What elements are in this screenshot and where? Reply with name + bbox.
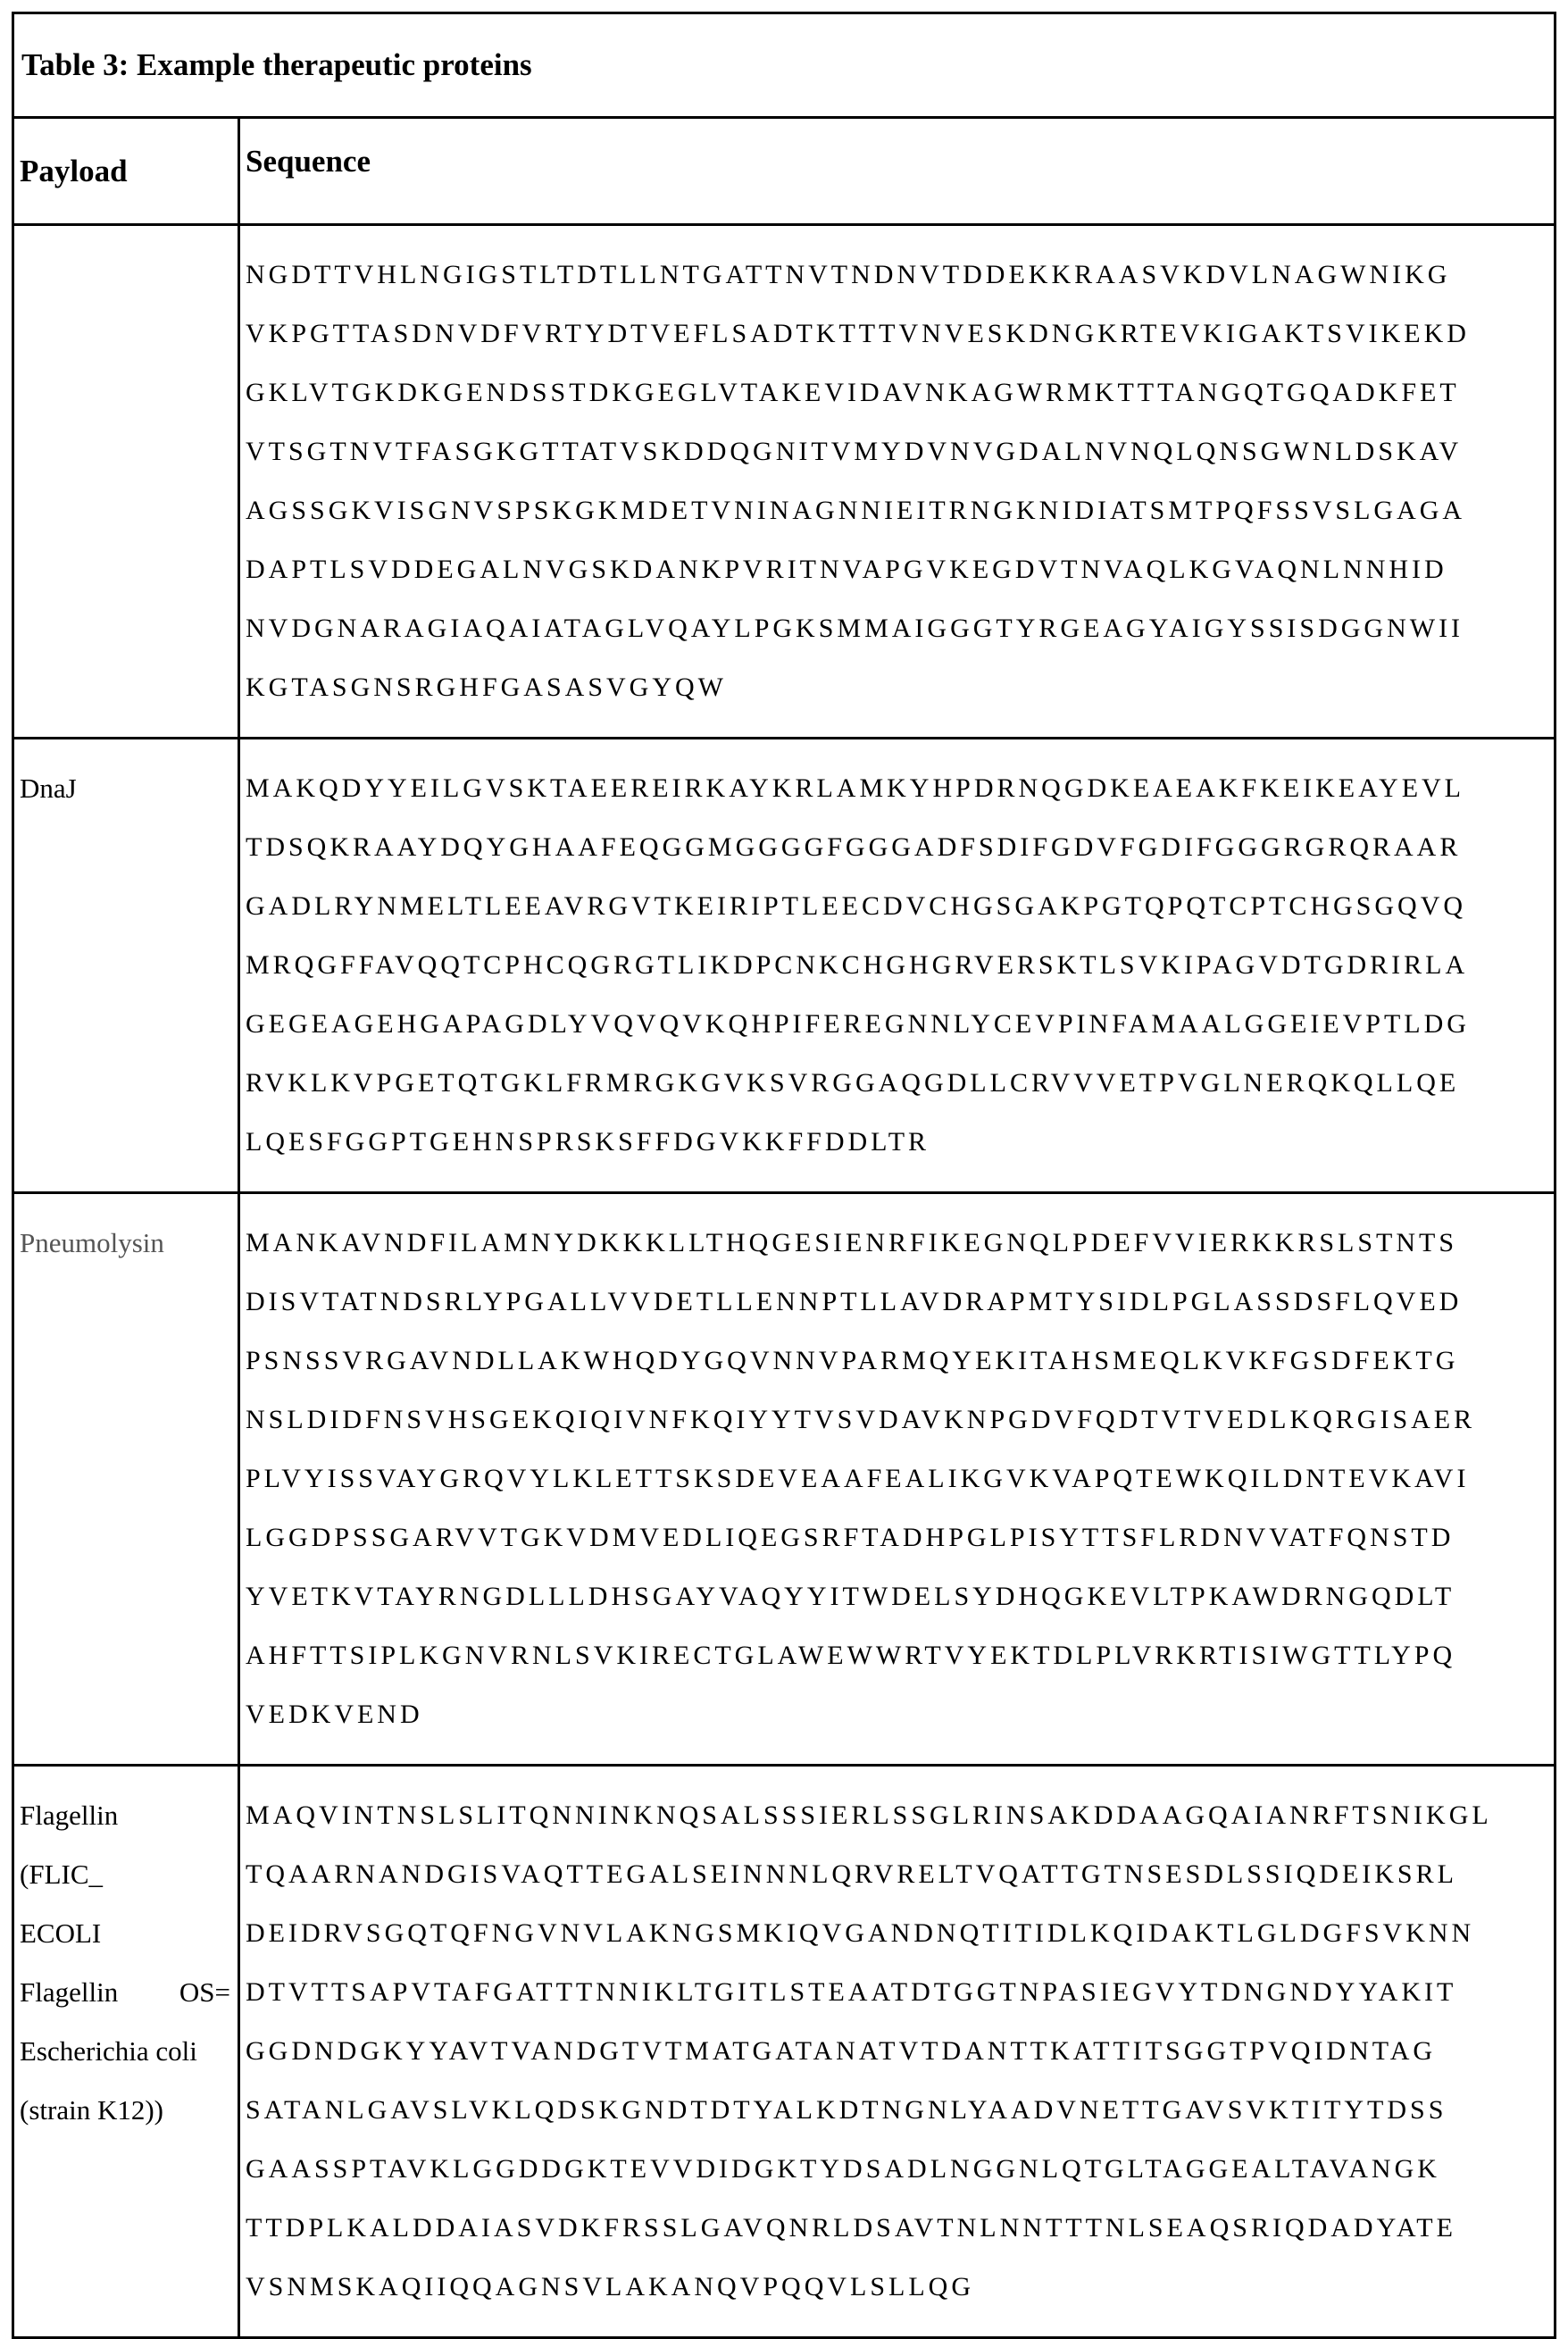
table-row [14, 739, 1554, 1194]
table-row [14, 1767, 1554, 2336]
sequence-line: DTVTTSAPVTAFGATTTNNIKLTGITLSTEAATDTGGTNPASIEGVYTDNGNDYYAKIT [246, 1963, 1554, 2022]
sequence-line: TDSQKRAAYDQYGHAAFEQGGMGGGGFGGGADFSDIFGDVFGDIFGGGRGRQRAAR [246, 818, 1554, 877]
sequence-line: TQAARNANDGISVAQTTEGALSEINNNLQRVRELTVQATTGTNSESDLSSIQDEIKSRL [246, 1845, 1554, 1904]
sequence-cell [240, 226, 1554, 737]
sequence-line: GGDNDGKYYAVTVANDGTVTMATGATANATVTDANTTKATTITSGGTPVQIDNTAG [246, 2022, 1554, 2081]
sequence-cell [240, 1194, 1554, 1764]
payload-label-line: (strain K12)) [20, 2081, 238, 2140]
sequence-line: DISVTATNDSRLYPGALLVVDETLLENNPTLLAVDRAPMTYSIDLPGLASSDSFLQVED [246, 1273, 1554, 1332]
sequence-line: NGDTTVHLNGIGSTLTDTLLNTGATTNVTNDNVTDDEKKRAASVKDVLNAGWNIKG [246, 246, 1554, 305]
payload-cell [14, 226, 240, 737]
payload-label-line: DnaJ [20, 759, 238, 818]
sequence-line: PSNSSVRGAVNDLLAKWHQDYGQVNNVPARMQYEKITAHSMEQLKVKFGSDFEKTG [246, 1332, 1554, 1391]
payload-label-line [20, 1963, 230, 2022]
payload-label-line: ECOLI [20, 1904, 238, 1963]
payload-cell [14, 739, 240, 1191]
label-word: Flagellin [20, 1963, 118, 2022]
header-sequence: Sequence [240, 119, 1554, 223]
therapeutic-proteins-table [12, 12, 1556, 2339]
table-title: Table 3: Example therapeutic proteins [21, 47, 532, 83]
table-header-row [14, 119, 1554, 226]
sequence-line: MAQVINTNSLSLITQNNINKNQSALSSSIERLSSGLRINSAKDDAAGQAIANRFTSNIKGL [246, 1786, 1554, 1845]
sequence-line: AHFTTSIPLKGNVRNLSVKIRECTGLAWEWWRTVYEKTDLPLVRKRTISIWGTTLYPQ [246, 1626, 1554, 1685]
header-payload: Payload [14, 119, 240, 223]
payload-label-line: Flagellin [20, 1786, 238, 1845]
payload-label-line: Pneumolysin [20, 1214, 238, 1273]
payload-label-line: Escherichia coli [20, 2022, 238, 2081]
payload-label-line: (FLIC_ [20, 1845, 238, 1904]
sequence-line: YVETKVTAYRNGDLLLDHSGAYVAQYYITWDELSYDHQGKEVLTPKAWDRNGQDLT [246, 1567, 1554, 1626]
sequence-line: VTSGTNVTFASGKGTTATVSKDDQGNITVMYDVNVGDALNVNQLQNSGWNLDSKAV [246, 422, 1554, 481]
sequence-line: GEGEAGEHGAPAGDLYVQVQVKQHPIFEREGNNLYCEVPINFAMAALGGEIEVPTLDG [246, 995, 1554, 1054]
sequence-line: PLVYISSVAYGRQVYLKLETTSKSDEVEAAFEALIKGVKVAPQTEWKQILDNTEVKAVI [246, 1449, 1554, 1508]
sequence-line: MRQGFFAVQQTCPHCQGRGTLIKDPCNKCHGHGRVERSKTLSVKIPAGVDTGDRIRLA [246, 936, 1554, 995]
sequence-line: NVDGNARAGIAQAIATAGLVQAYLPGKSMMAIGGGTYRGEAGYAIGYSSISDGGNWII [246, 599, 1554, 658]
sequence-line: SATANLGAVSLVKLQDSKGNDTDTYALKDTNGNLYAADVNETTGAVSVKTITYTDSS [246, 2081, 1554, 2140]
sequence-line: LQESFGGPTGEHNSPRSKSFFDGVKKFFDDLTR [246, 1113, 1554, 1172]
payload-cell [14, 1194, 240, 1764]
sequence-line: NSLDIDFNSVHSGEKQIQIVNFKQIYYTVSVDAVKNPGDVFQDTVTVEDLKQRGISAER [246, 1391, 1554, 1449]
sequence-line: GADLRYNMELTLEEAVRGVTKEIRIPTLEECDVCHGSGAKPGTQPQTCPTCHGSGQVQ [246, 877, 1554, 936]
sequence-line: RVKLKVPGETQTGKLFRMRGKGVKSVRGGAQGDLLCRVVVETPVGLNERQKQLLQE [246, 1054, 1554, 1113]
sequence-line: VSNMSKAQIIQQAGNSVLAKANQVPQQVLSLLQG [246, 2258, 1554, 2317]
sequence-line: AGSSGKVISGNVSPSKGKMDETVNINAGNNIEITRNGKNIDIATSMTPQFSSVSLGAGA [246, 481, 1554, 540]
sequence-line: MAKQDYYEILGVSKTAEEREIRKAYKRLAMKYHPDRNQGDKEAEAKFKEIKEAYEVL [246, 759, 1554, 818]
sequence-cell [240, 1767, 1554, 2336]
table-row [14, 1194, 1554, 1767]
table-title-row [14, 14, 1554, 119]
payload-cell [14, 1767, 240, 2336]
label-word: OS= [179, 1963, 230, 2022]
sequence-line: KGTASGNSRGHFGASASVGYQW [246, 658, 1554, 717]
sequence-line: DEIDRVSGQTQFNGVNVLAKNGSMKIQVGANDNQTITIDLKQIDAKTLGLDGFSVKNN [246, 1904, 1554, 1963]
table-body [14, 226, 1554, 2336]
sequence-line: DAPTLSVDDEGALNVGSKDANKPVRITNVAPGVKEGDVTNVAQLKGVAQNLNNHID [246, 540, 1554, 599]
sequence-line: GKLVTGKDKGENDSSTDKGEGLVTAKEVIDAVNKAGWRMKTTTANGQTGQADKFET [246, 363, 1554, 422]
sequence-line: TTDPLKALDDAIASVDKFRSSLGAVQNRLDSAVTNLNNTTTNLSEAQSRIQDADYATE [246, 2199, 1554, 2258]
sequence-cell [240, 739, 1554, 1191]
sequence-line: MANKAVNDFILAMNYDKKKLLTHQGESIENRFIKEGNQLPDEFVVIERKKRSLSTNTS [246, 1214, 1554, 1273]
sequence-line: VKPGTTASDNVDFVRTYDTVEFLSADTKTTTVNVESKDNGKRTEVKIGAKTSVIKEKD [246, 305, 1554, 363]
table-row [14, 226, 1554, 739]
sequence-line: GAASSPTAVKLGGDDGKTEVVDIDGKTYDSADLNGGNLQTGLTAGGEALTAVANGK [246, 2140, 1554, 2199]
sequence-line: LGGDPSSGARVVTGKVDMVEDLIQEGSRFTADHPGLPISYTTSFLRDNVVATFQNSTD [246, 1508, 1554, 1567]
sequence-line: VEDKVEND [246, 1685, 1554, 1744]
